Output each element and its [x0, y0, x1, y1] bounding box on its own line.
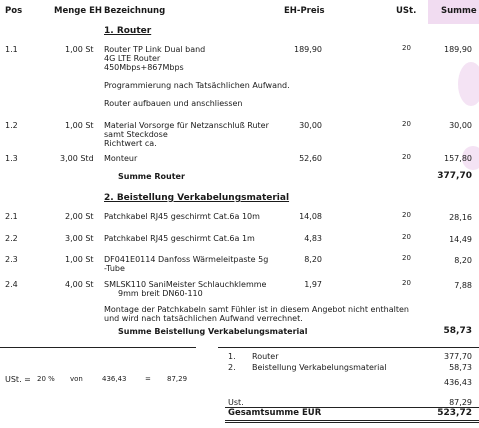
section-sum-label: Summe Beistellung Verkabelungsmaterial: [118, 327, 308, 336]
item-description: Material Vorsorge für Netzanschluß Ruter samt Steckdose Richtwert ca.: [104, 121, 269, 148]
item-qty: 1,00 St: [65, 121, 94, 130]
item-vat: 20: [402, 279, 411, 287]
summary-value: 377,70: [444, 352, 472, 361]
item-qty: 4,00 St: [65, 280, 94, 289]
item-price: 4,83: [304, 234, 322, 243]
item-total: 8,20: [454, 256, 472, 265]
section-sum-value: 377,70: [437, 171, 472, 181]
item-pos: 2.1: [5, 212, 18, 221]
summary-ust-label: Ust.: [228, 398, 244, 407]
item-qty: 3,00 Std: [60, 154, 94, 163]
item-vat: 20: [402, 233, 411, 241]
item-total: 28,16: [449, 213, 472, 222]
item-total: 7,88: [454, 281, 472, 290]
highlight-mark: [458, 62, 479, 106]
total-double-rule: [225, 422, 479, 423]
col-pos: Pos: [5, 6, 23, 16]
item-vat: 20: [402, 44, 411, 52]
section-note: Montage der Patchkabeln samt Fühler ist in diesem Angebot nicht enthalten und wird nach tatsächlichen Aufwand verrechnet.: [104, 305, 409, 323]
item-description: SMLSK110 SaniMeister Schlauchklemme 9mm breit DN60-110: [104, 280, 267, 298]
item-qty: 1,00 St: [65, 45, 94, 54]
col-ehpreis: EH-Preis: [284, 6, 325, 16]
item-qty: 2,00 St: [65, 212, 94, 221]
section-title: 2. Beistellung Verkabelungsmaterial: [104, 193, 290, 203]
summary-label: Beistellung Verkabelungsmaterial: [252, 363, 387, 372]
summary-subtotal: 436,43: [444, 378, 472, 387]
total-double-rule: [225, 420, 479, 421]
item-price: 52,60: [299, 154, 322, 163]
section-title: 1. Router: [104, 26, 152, 36]
item-price: 189,90: [294, 45, 322, 54]
summary-ust-value: 87,29: [449, 398, 472, 407]
col-bezeichnung: Bezeichnung: [104, 6, 166, 16]
col-ust: USt.: [396, 6, 417, 16]
item-qty: 1,00 St: [65, 255, 94, 264]
section-sum-label: Summe Router: [118, 172, 185, 181]
section-sum-value: 58,73: [443, 326, 472, 336]
item-pos: 2.3: [5, 255, 18, 264]
item-price: 8,20: [304, 255, 322, 264]
grand-total-value: 523,72: [437, 408, 472, 418]
item-pos: 1.2: [5, 121, 18, 130]
item-total: 157,80: [444, 154, 472, 163]
item-price: 1,97: [304, 280, 322, 289]
item-pos: 1.3: [5, 154, 18, 163]
item-vat: 20: [402, 120, 411, 128]
item-description: Router TP Link Dual band 4G LTE Router 450Mbps+867Mbps Programmierung nach Tatsächlichen Aufwand. Router aufbauen und anschliessen: [104, 45, 290, 108]
item-description: Patchkabel RJ45 geschirmt Cat.6a 1m: [104, 234, 255, 243]
item-price: 30,00: [299, 121, 322, 130]
item-pos: 1.1: [5, 45, 18, 54]
item-price: 14,08: [299, 212, 322, 221]
item-total: 30,00: [449, 121, 472, 130]
item-description: DF041E0114 Danfoss Wärmeleitpaste 5g -Tube: [104, 255, 269, 273]
summary-value: 58,73: [449, 363, 472, 372]
item-pos: 2.4: [5, 280, 18, 289]
summary-num: 2.: [228, 363, 236, 372]
item-vat: 20: [402, 153, 411, 161]
grand-total-label: Gesamtsumme EUR: [228, 408, 322, 418]
summary-num: 1.: [228, 352, 236, 361]
item-total: 14,49: [449, 235, 472, 244]
summary-label: Router: [252, 352, 279, 361]
col-menge: Menge EH: [54, 6, 103, 16]
item-vat: 20: [402, 254, 411, 262]
item-qty: 3,00 St: [65, 234, 94, 243]
item-pos: 2.2: [5, 234, 18, 243]
divider: [218, 347, 479, 348]
item-vat: 20: [402, 211, 411, 219]
col-summe: Summe: [441, 6, 477, 16]
item-total: 189,90: [444, 45, 472, 54]
item-description: Monteur: [104, 154, 138, 163]
item-description: Patchkabel RJ45 geschirmt Cat.6a 10m: [104, 212, 260, 221]
divider: [0, 347, 196, 348]
